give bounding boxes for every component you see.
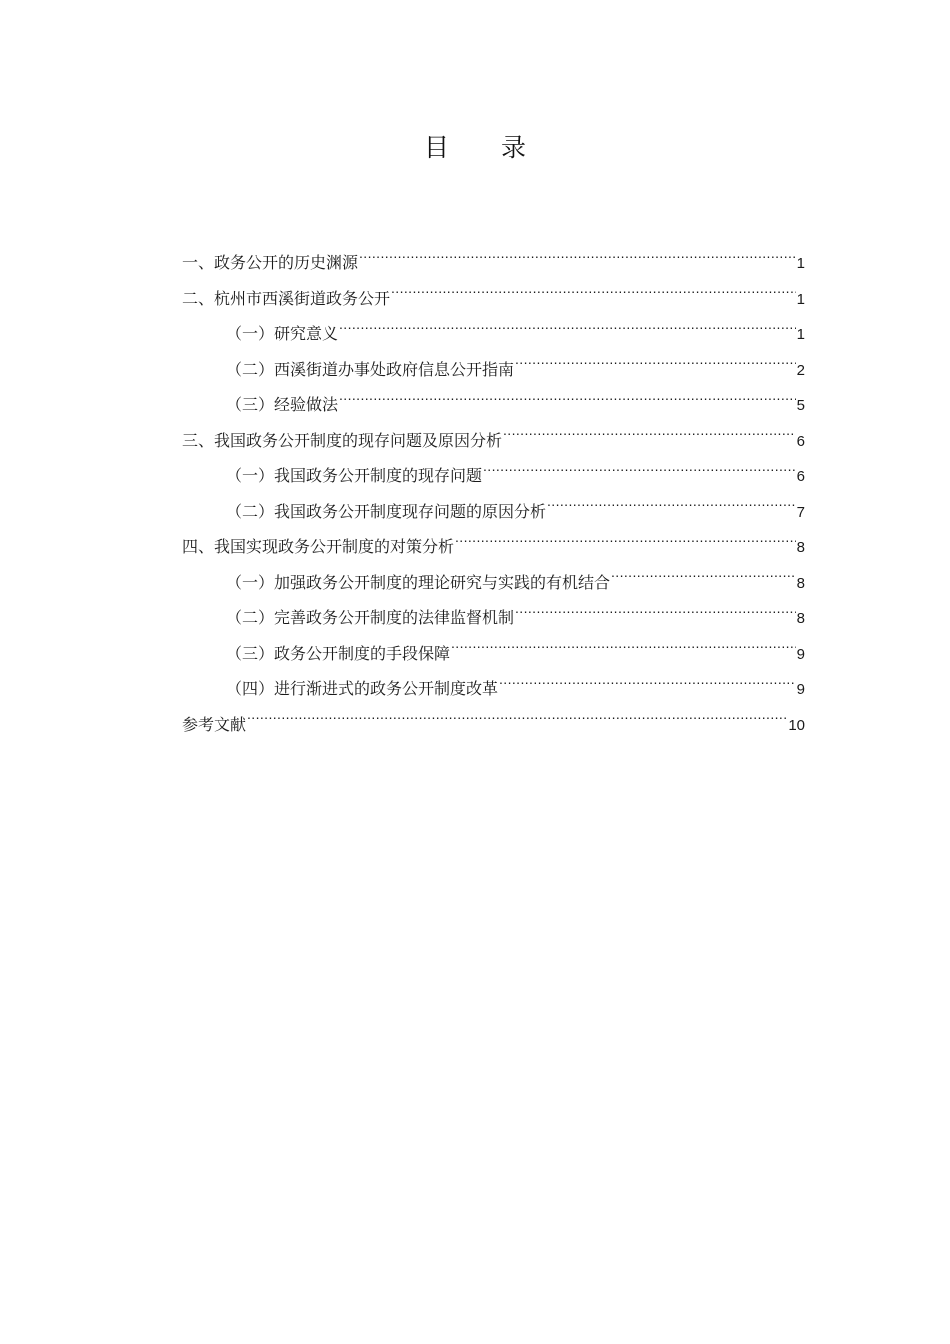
toc-page-number: 2 [796,361,805,379]
toc-entry[interactable] [182,636,805,672]
toc-entry[interactable] [182,494,805,530]
toc-entry[interactable] [182,671,805,707]
toc-page-number: 1 [796,255,805,272]
toc-entry-text: 四、我国实现政务公开制度的对策分析 [182,537,455,556]
toc-dot-leader [455,536,796,552]
toc-entry-text: 三、我国政务公开制度的现存问题及原因分析 [182,430,503,450]
toc-page-number: 1 [796,326,805,343]
toc-dot-leader [547,501,796,517]
table-of-contents [182,245,805,742]
toc-page-number: 8 [796,610,805,627]
toc-page-number: 6 [796,432,805,450]
toc-entry-text: （三）经验做法 [226,395,339,414]
toc-page-number: 9 [796,645,805,663]
toc-dot-leader [483,465,796,481]
toc-entry-text: （二）我国政务公开制度现存问题的原因分析 [226,501,547,521]
toc-dot-leader [503,430,796,446]
toc-entry-text: 参考文献 [182,714,247,734]
toc-entry[interactable] [182,707,805,743]
toc-entry[interactable] [182,245,805,281]
toc-entry-text: 二、杭州市西溪街道政务公开 [182,288,391,308]
toc-entry[interactable] [182,387,805,423]
toc-page-number: 5 [796,397,805,414]
toc-entry-text: （一）加强政务公开制度的理论研究与实践的有机结合 [226,572,611,592]
toc-dot-leader [515,607,796,623]
toc-dot-leader [611,572,796,588]
toc-page-number: 8 [796,574,805,592]
toc-dot-leader [247,714,787,730]
toc-title: 目 录 [424,133,548,162]
toc-page-number: 6 [796,468,805,485]
toc-page-number: 7 [796,503,805,521]
toc-entry-text: （四）进行渐进式的政务公开制度改革 [226,679,499,698]
toc-dot-leader [359,252,796,268]
toc-entry-text: （二）完善政务公开制度的法律监督机制 [226,608,515,627]
toc-dot-leader [339,323,796,339]
toc-entry-text: （三）政务公开制度的手段保障 [226,643,451,663]
toc-entry-text: 一、政务公开的历史渊源 [182,253,359,272]
toc-entry-text: （一）研究意义 [226,324,339,343]
toc-entry[interactable] [182,529,805,565]
toc-page-number: 8 [796,539,805,556]
toc-dot-leader [339,394,796,410]
toc-entry[interactable] [182,316,805,352]
toc-entry[interactable] [182,281,805,317]
toc-dot-leader [391,288,796,304]
toc-entry[interactable] [182,458,805,494]
toc-page-number: 9 [796,681,805,698]
toc-page-number: 10 [788,716,805,734]
toc-entry[interactable] [182,600,805,636]
toc-dot-leader [451,643,796,659]
toc-page-number: 1 [796,290,805,308]
toc-dot-leader [515,359,796,375]
toc-entry-text: （二）西溪街道办事处政府信息公开指南 [226,359,515,379]
toc-entry[interactable] [182,423,805,459]
toc-entry[interactable] [182,565,805,601]
toc-dot-leader [499,678,796,694]
toc-entry-text: （一）我国政务公开制度的现存问题 [226,466,483,485]
toc-entry[interactable] [182,352,805,388]
